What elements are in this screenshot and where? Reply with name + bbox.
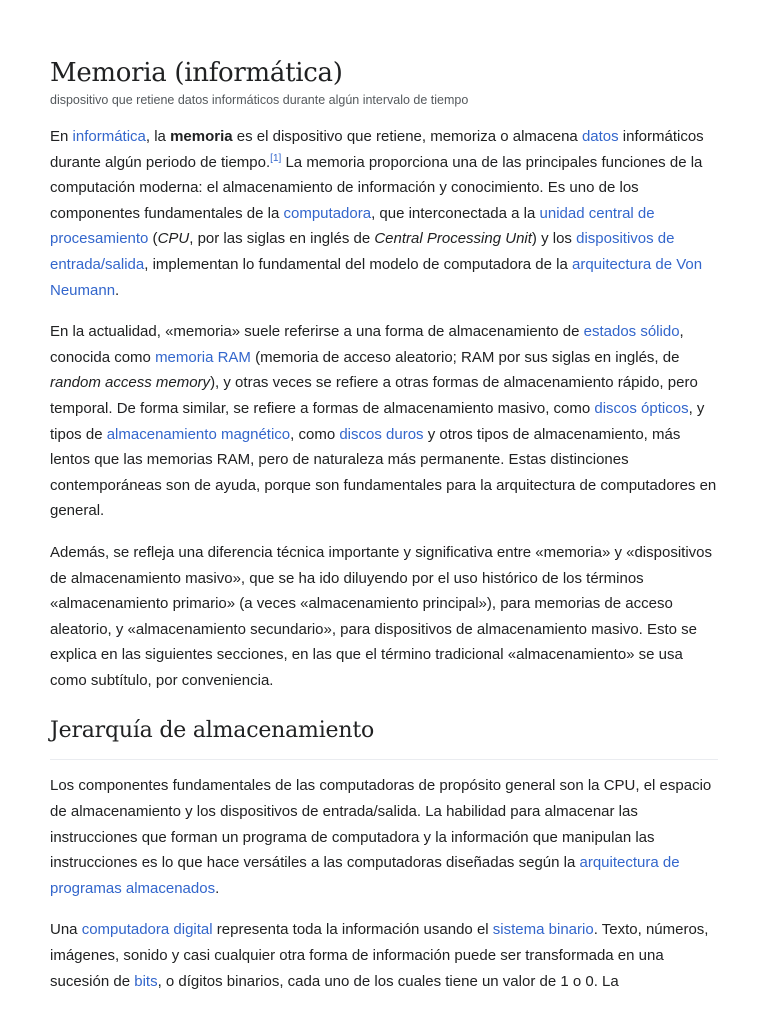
link-dispositivos-entrada-salida[interactable]: dispositivos de entrada/salida	[50, 230, 675, 273]
text-run: .	[215, 879, 220, 897]
text-run: En la actualidad, «memoria» suele referirse a una forma de almacenamiento de	[50, 323, 584, 341]
link-informatica[interactable]: informática	[72, 128, 146, 145]
section-divider	[50, 759, 718, 760]
link-bits[interactable]: bits	[134, 972, 158, 990]
text-run: y otros tipos de almacenamiento, más lentos que las memorias RAM, pero de naturaleza más permanente. Estas distinciones contemporáneas son de ayuda, porque son fundamentales para la arquitectura de computadores en general.	[50, 425, 717, 520]
page-subtitle: dispositivo que retiene datos informáticos durante algún intervalo de tiempo	[50, 93, 469, 107]
text-run: . Texto, números, imágenes, sonido y casi cualquier otra forma de información puede ser transformada en una sucesión de	[50, 921, 709, 990]
paragraph-actualidad	[50, 319, 718, 524]
text-run: , implementan lo fundamental del modelo de computadora de la	[144, 255, 572, 273]
link-datos[interactable]: datos	[581, 128, 619, 145]
text-run: , conocida como	[50, 323, 684, 366]
text-run: representa toda la información usando el	[212, 921, 493, 939]
text-run: Los componentes fundamentales de las computadoras de propósito general son la CPU, el espacio de almacenamiento y los dispositivos de entrada/salida. La habilidad para almacenar las instrucciones que forman un programa de computadora y la información que manipulan las instrucciones es lo que hace versátiles a las computadoras diseñadas según la	[50, 777, 712, 872]
text-run: , o dígitos binarios, cada uno de los cuales tiene un valor de 1 o 0. La	[157, 972, 619, 990]
link-computadora-digital[interactable]: computadora digital	[81, 921, 213, 939]
italic-random-access-memory: random access memory	[50, 374, 211, 392]
link-arquitectura-programas-almacenados[interactable]: arquitectura de programas almacenados	[50, 854, 680, 897]
page-title: Memoria (informática)	[50, 58, 343, 88]
text-run: , por las siglas en inglés de	[189, 230, 375, 248]
link-computadora[interactable]: computadora	[283, 204, 372, 222]
link-discos-duros[interactable]: discos duros	[339, 425, 424, 443]
text-run: ) y los	[531, 230, 577, 248]
paragraph-intro	[50, 124, 718, 303]
text-run: La memoria proporciona una de las principales funciones de la computación moderna: el almacenamiento de información y conocimiento. Es uno de los componentes fundamentales de la	[50, 153, 703, 222]
link-discos-opticos[interactable]: discos ópticos	[594, 399, 689, 417]
section-heading-jerarquia: Jerarquía de almacenamiento	[50, 718, 375, 744]
text-run: Además, se refleja una diferencia técnica importante y significativa entre «memoria» y «dispositivos de almacenamiento masivo», que se ha ido diluyendo por el uso histórico de los términos «almacenamiento primario» (a veces «almacenamiento principal»), para memorias de acceso aleatorio, y «almacenamiento secundario», para dispositivos de almacenamiento masivo. Esto se explica en las siguientes secciones, en las que el término tradicional «almacenamiento» se usa como subtítulo, por conveniencia.	[50, 543, 712, 689]
italic-cpu: CPU	[157, 230, 190, 248]
text-run: (	[148, 230, 158, 248]
italic-central-processing-unit: Central Processing Unit	[374, 230, 532, 248]
text-run: Una	[50, 921, 82, 939]
text-run: es el dispositivo que retiene, memoriza o almacena	[232, 128, 582, 145]
link-almacenamiento-magnetico[interactable]: almacenamiento magnético	[106, 425, 291, 443]
text-run: informáticos durante algún periodo de tiempo.	[50, 128, 704, 171]
link-estados-solido[interactable]: estados sólido	[583, 323, 680, 341]
link-unidad-central-de-procesamiento[interactable]: unidad central de procesamiento	[50, 204, 655, 248]
paragraph-computadora-digital	[50, 917, 718, 994]
text-run: En	[50, 128, 73, 145]
link-sistema-binario[interactable]: sistema binario	[492, 921, 594, 939]
text-run: , como	[290, 425, 340, 443]
bold-term-memoria: memoria	[170, 128, 233, 145]
text-run: , que interconectada a la	[371, 204, 540, 222]
text-run: ), y otras veces se refiere a otras formas de almacenamiento rápido, pero temporal. De forma similar, se refiere a formas de almacenamiento masivo, como	[50, 374, 698, 417]
text-run: (memoria de acceso aleatorio; RAM por sus siglas en inglés, de	[250, 348, 680, 366]
text-run: , y tipos de	[50, 399, 705, 443]
reference-link-1[interactable]: [1]	[270, 152, 282, 164]
paragraph-componentes	[50, 773, 718, 901]
text-run: , la	[145, 128, 171, 145]
link-memoria-ram[interactable]: memoria RAM	[155, 348, 251, 366]
paragraph-diferencia	[50, 540, 718, 694]
link-arquitectura-von-neumann[interactable]: arquitectura de Von Neumann	[50, 255, 703, 299]
text-run: .	[115, 281, 120, 299]
